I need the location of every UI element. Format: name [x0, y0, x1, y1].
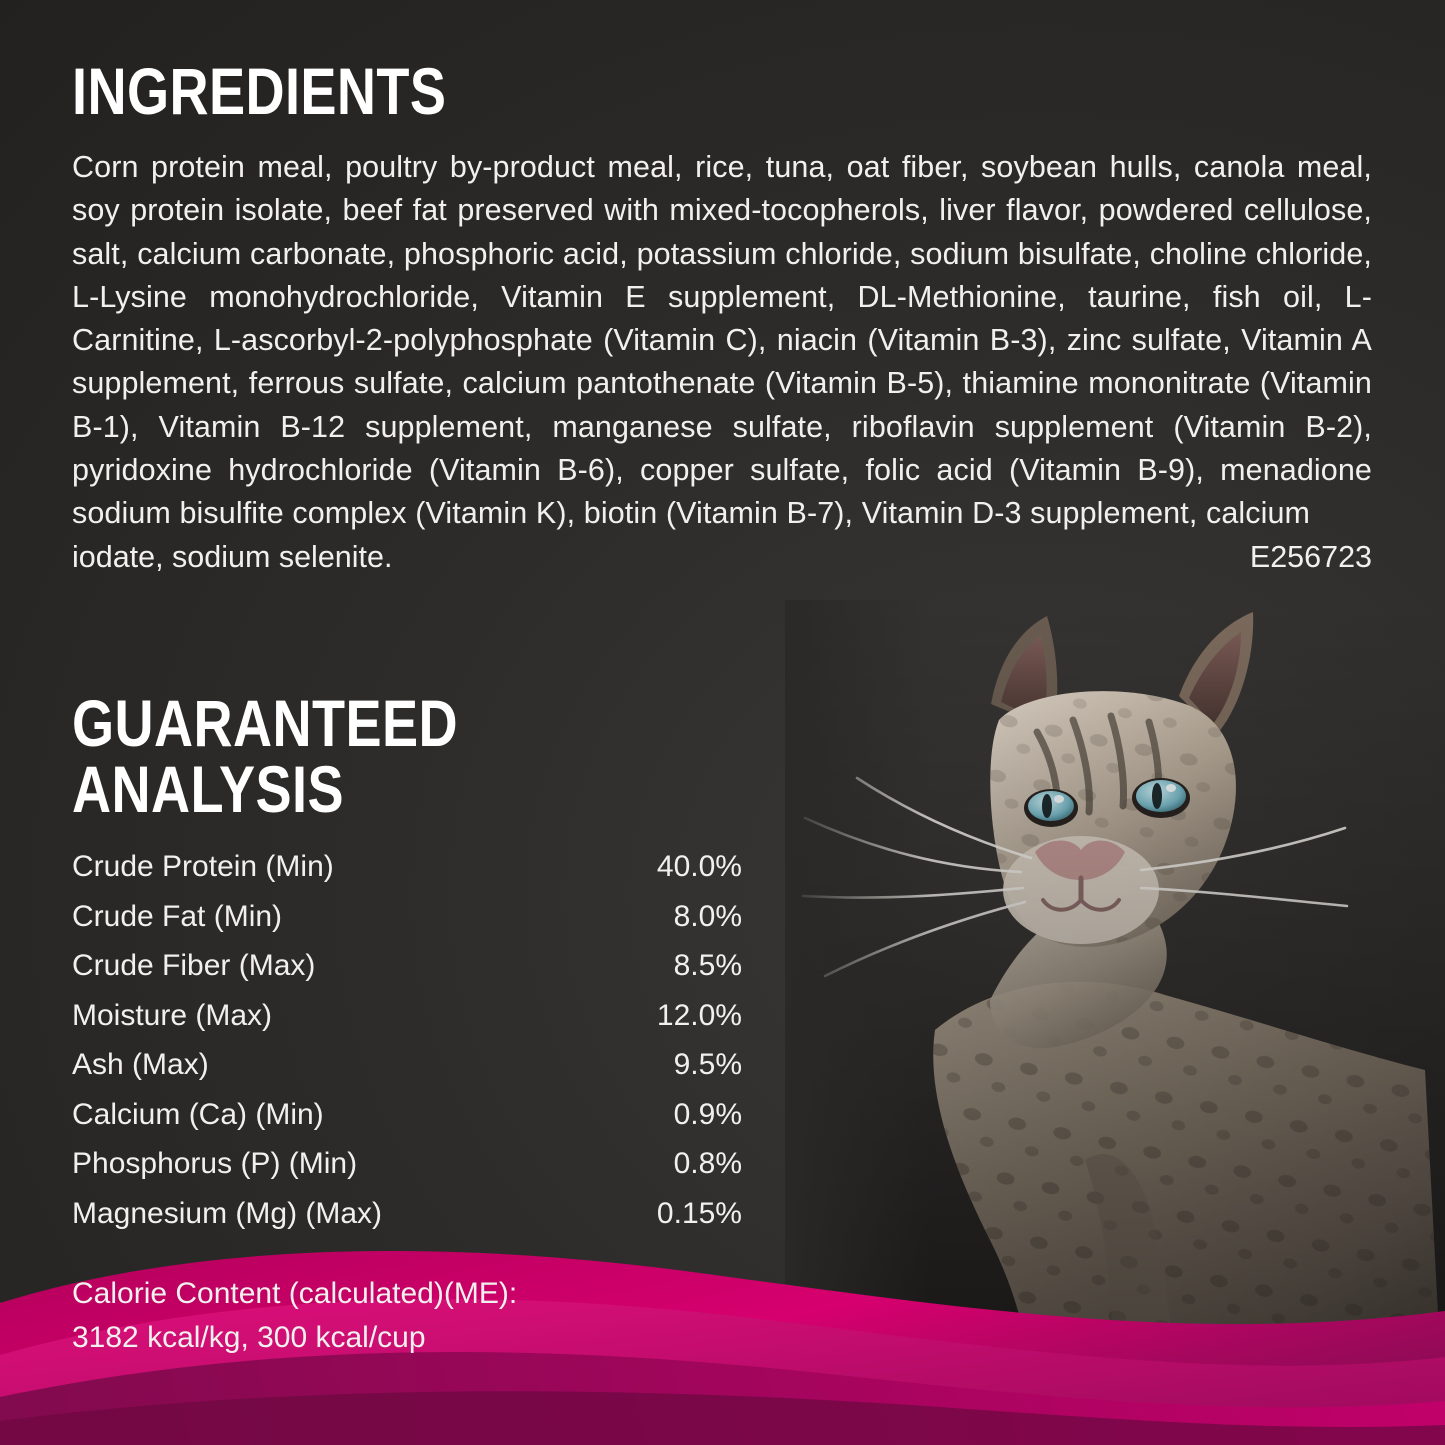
table-row — [72, 1090, 752, 1140]
table-row — [72, 1139, 752, 1189]
ingredients-body: Corn protein meal, poultry by-product meal, rice, tuna, oat fiber, soybean hulls, canola meal, soy protein isolate, beef fat preserved with mixed-tocopherols, liver flavor, powdered cellulose, salt, calcium carbonate, phosphoric acid, potassium chloride, sodium bisulfate, choline chloride, L-Lysine monohydrochloride, Vitamin E supplement, DL-Methionine, taurine, fish oil, L-Carnitine, L-ascorbyl-2-polyphosphate (Vitamin C), niacin (Vitamin B-3), zinc sulfate, Vitamin A supplement, ferrous sulfate, calcium pantothenate (Vitamin B-5), thiamine mononitrate (Vitamin B-1), Vitamin B-12 supplement, manganese sulfate, riboflavin supplement (Vitamin B-2), pyridoxine hydrochloride (Vitamin B-6), copper sulfate, folic acid (Vitamin B-9), menadione sodium bisulfite complex (Vitamin K), biotin (Vitamin B-7), Vitamin D-3 supplement, calcium — [72, 150, 1372, 531]
nutrient-value: 8.5% — [673, 949, 742, 982]
nutrient-value: 0.15% — [656, 1196, 742, 1230]
guaranteed-analysis-section — [72, 686, 792, 1359]
nutrient-value: 0.9% — [673, 1097, 742, 1131]
ingredients-heading: INGREDIENTS — [72, 54, 447, 128]
nutrient-label: Crude Protein (Min) — [72, 850, 334, 883]
calorie-content-block — [72, 1272, 792, 1359]
nutrient-value: 8.0% — [673, 899, 742, 933]
calorie-content-value: 3182 kcal/kg, 300 kcal/cup — [72, 1320, 426, 1354]
nutrient-label: Magnesium (Mg) (Max) — [72, 1196, 383, 1230]
nutrient-label: Crude Fiber (Max) — [72, 949, 316, 982]
nutrient-value: 0.8% — [673, 1147, 742, 1180]
table-row — [72, 1189, 752, 1239]
nutrient-label: Moisture (Max) — [72, 998, 273, 1032]
ingredients-section — [72, 54, 1372, 579]
nutrient-value: 12.0% — [656, 998, 742, 1032]
nutrient-value: 40.0% — [656, 850, 742, 883]
ingredients-last-line: iodate, sodium selenite. — [72, 539, 393, 574]
guaranteed-analysis-heading: GUARANTEED ANALYSIS — [72, 686, 458, 826]
table-row — [72, 991, 752, 1041]
calorie-content-label: Calorie Content (calculated)(ME): — [72, 1277, 518, 1310]
table-row — [72, 1040, 752, 1090]
nutrient-label: Phosphorus (P) (Min) — [72, 1147, 358, 1180]
table-row — [72, 842, 752, 892]
nutrient-label: Ash (Max) — [72, 1048, 209, 1081]
table-row — [72, 941, 752, 991]
table-row — [72, 892, 752, 942]
ingredients-last-line-row — [72, 536, 1372, 579]
nutrient-value: 9.5% — [673, 1048, 742, 1081]
nutrient-label: Calcium (Ca) (Min) — [72, 1097, 324, 1131]
guaranteed-analysis-table — [72, 842, 752, 1238]
lot-code: E256723 — [1249, 539, 1372, 574]
nutrient-label: Crude Fat (Min) — [72, 899, 283, 933]
